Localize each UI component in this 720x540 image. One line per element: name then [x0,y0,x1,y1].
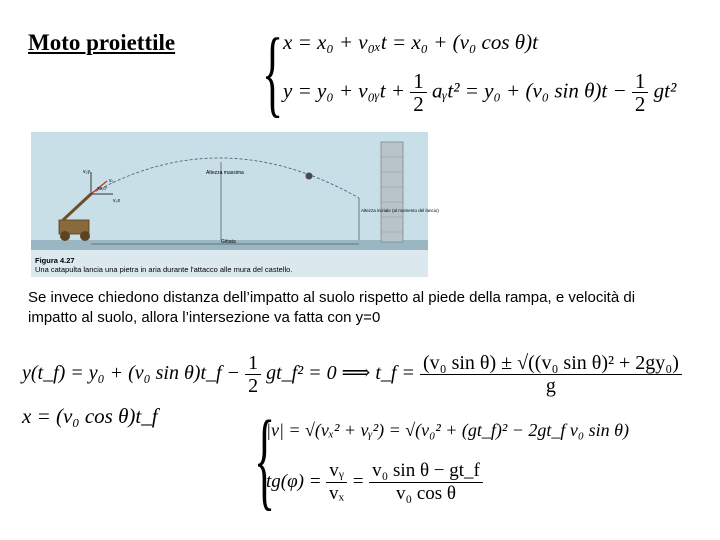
tg-frac1-num: vᵧ [326,460,347,483]
tf-numerator: (v₀ sin θ) ± √((v₀ sin θ)² + 2gy₀) [420,352,682,375]
angle-label: 30,0° [97,186,108,191]
max-height-label: Altezza massima [206,170,244,176]
stone-icon [306,173,313,180]
tg-frac1-den: vₓ [329,483,345,504]
tg-frac2-num: v₀ sin θ − gt_f [369,460,483,483]
equation-y-mid: aᵧt² = y₀ + (v₀ sin θ)t − [432,78,627,103]
impact-y-right: gt_f² = 0 ⟹ t_f = [266,362,415,385]
vx-label: v₀x [113,198,121,204]
tg-left: tg(φ) = [266,470,322,492]
impact-half-fraction [245,352,261,397]
tf-denominator: g [545,375,556,397]
impact-x-equation: x = (v₀ cos θ)t_f [22,404,158,428]
figure-caption [35,256,415,274]
system-brace-top: { [262,19,284,127]
initial-height-label: Altezza iniziale (al momento del lancio) [361,208,439,213]
system-brace-bottom: { [254,398,276,520]
impact-speed-equation: |v| = √(vₓ² + vᵧ²) = √(v₀² + (gt_f)² − 2gt_f v₀ sin θ) [266,420,630,440]
impact-angle-equation [266,460,483,505]
slide-title: Moto proiettile [28,30,176,55]
tg-equals: = [351,470,365,492]
half-numerator-2: 1 [632,70,649,93]
tg-fraction-2 [369,460,483,505]
half-fraction [410,70,427,115]
tf-fraction [420,352,682,397]
equation-y-position [283,70,676,115]
caption-title: Figura 4.27 [35,256,75,265]
range-label: Gittata [221,239,236,245]
equation-y-left: y = y₀ + v₀ᵧt + [283,78,406,103]
half-numerator: 1 [410,70,427,93]
tg-fraction-1 [326,460,347,505]
equation-y-right: gt² [653,78,677,103]
body-paragraph: Se invece chiedono distanza dell’impatto al suolo rispetto al piede della rampa, e velocità di impatto al suolo, allora l’intersezione va fatta con y=0 [28,289,636,326]
vy-label: v₀y [83,169,91,175]
half-denominator-2: 2 [634,92,646,116]
impact-time-equation [22,352,682,397]
impact-half-numerator: 1 [245,352,261,375]
half-denominator: 2 [413,92,424,116]
impact-half-denominator: 2 [248,375,259,397]
equation-x-position: x = x₀ + v₀ₓt = x₀ + (v₀ cos θ)t [283,30,538,54]
half-fraction-2 [632,70,649,115]
caption-text: Una catapulta lancia una pietra in aria durante l'attacco alle mura del castello. [35,265,293,274]
v0-label: v₀ [109,178,114,184]
tg-frac2-den: v₀ cos θ [395,483,457,504]
impact-y-left: y(t_f) = y₀ + (v₀ sin θ)t_f − [22,362,241,385]
